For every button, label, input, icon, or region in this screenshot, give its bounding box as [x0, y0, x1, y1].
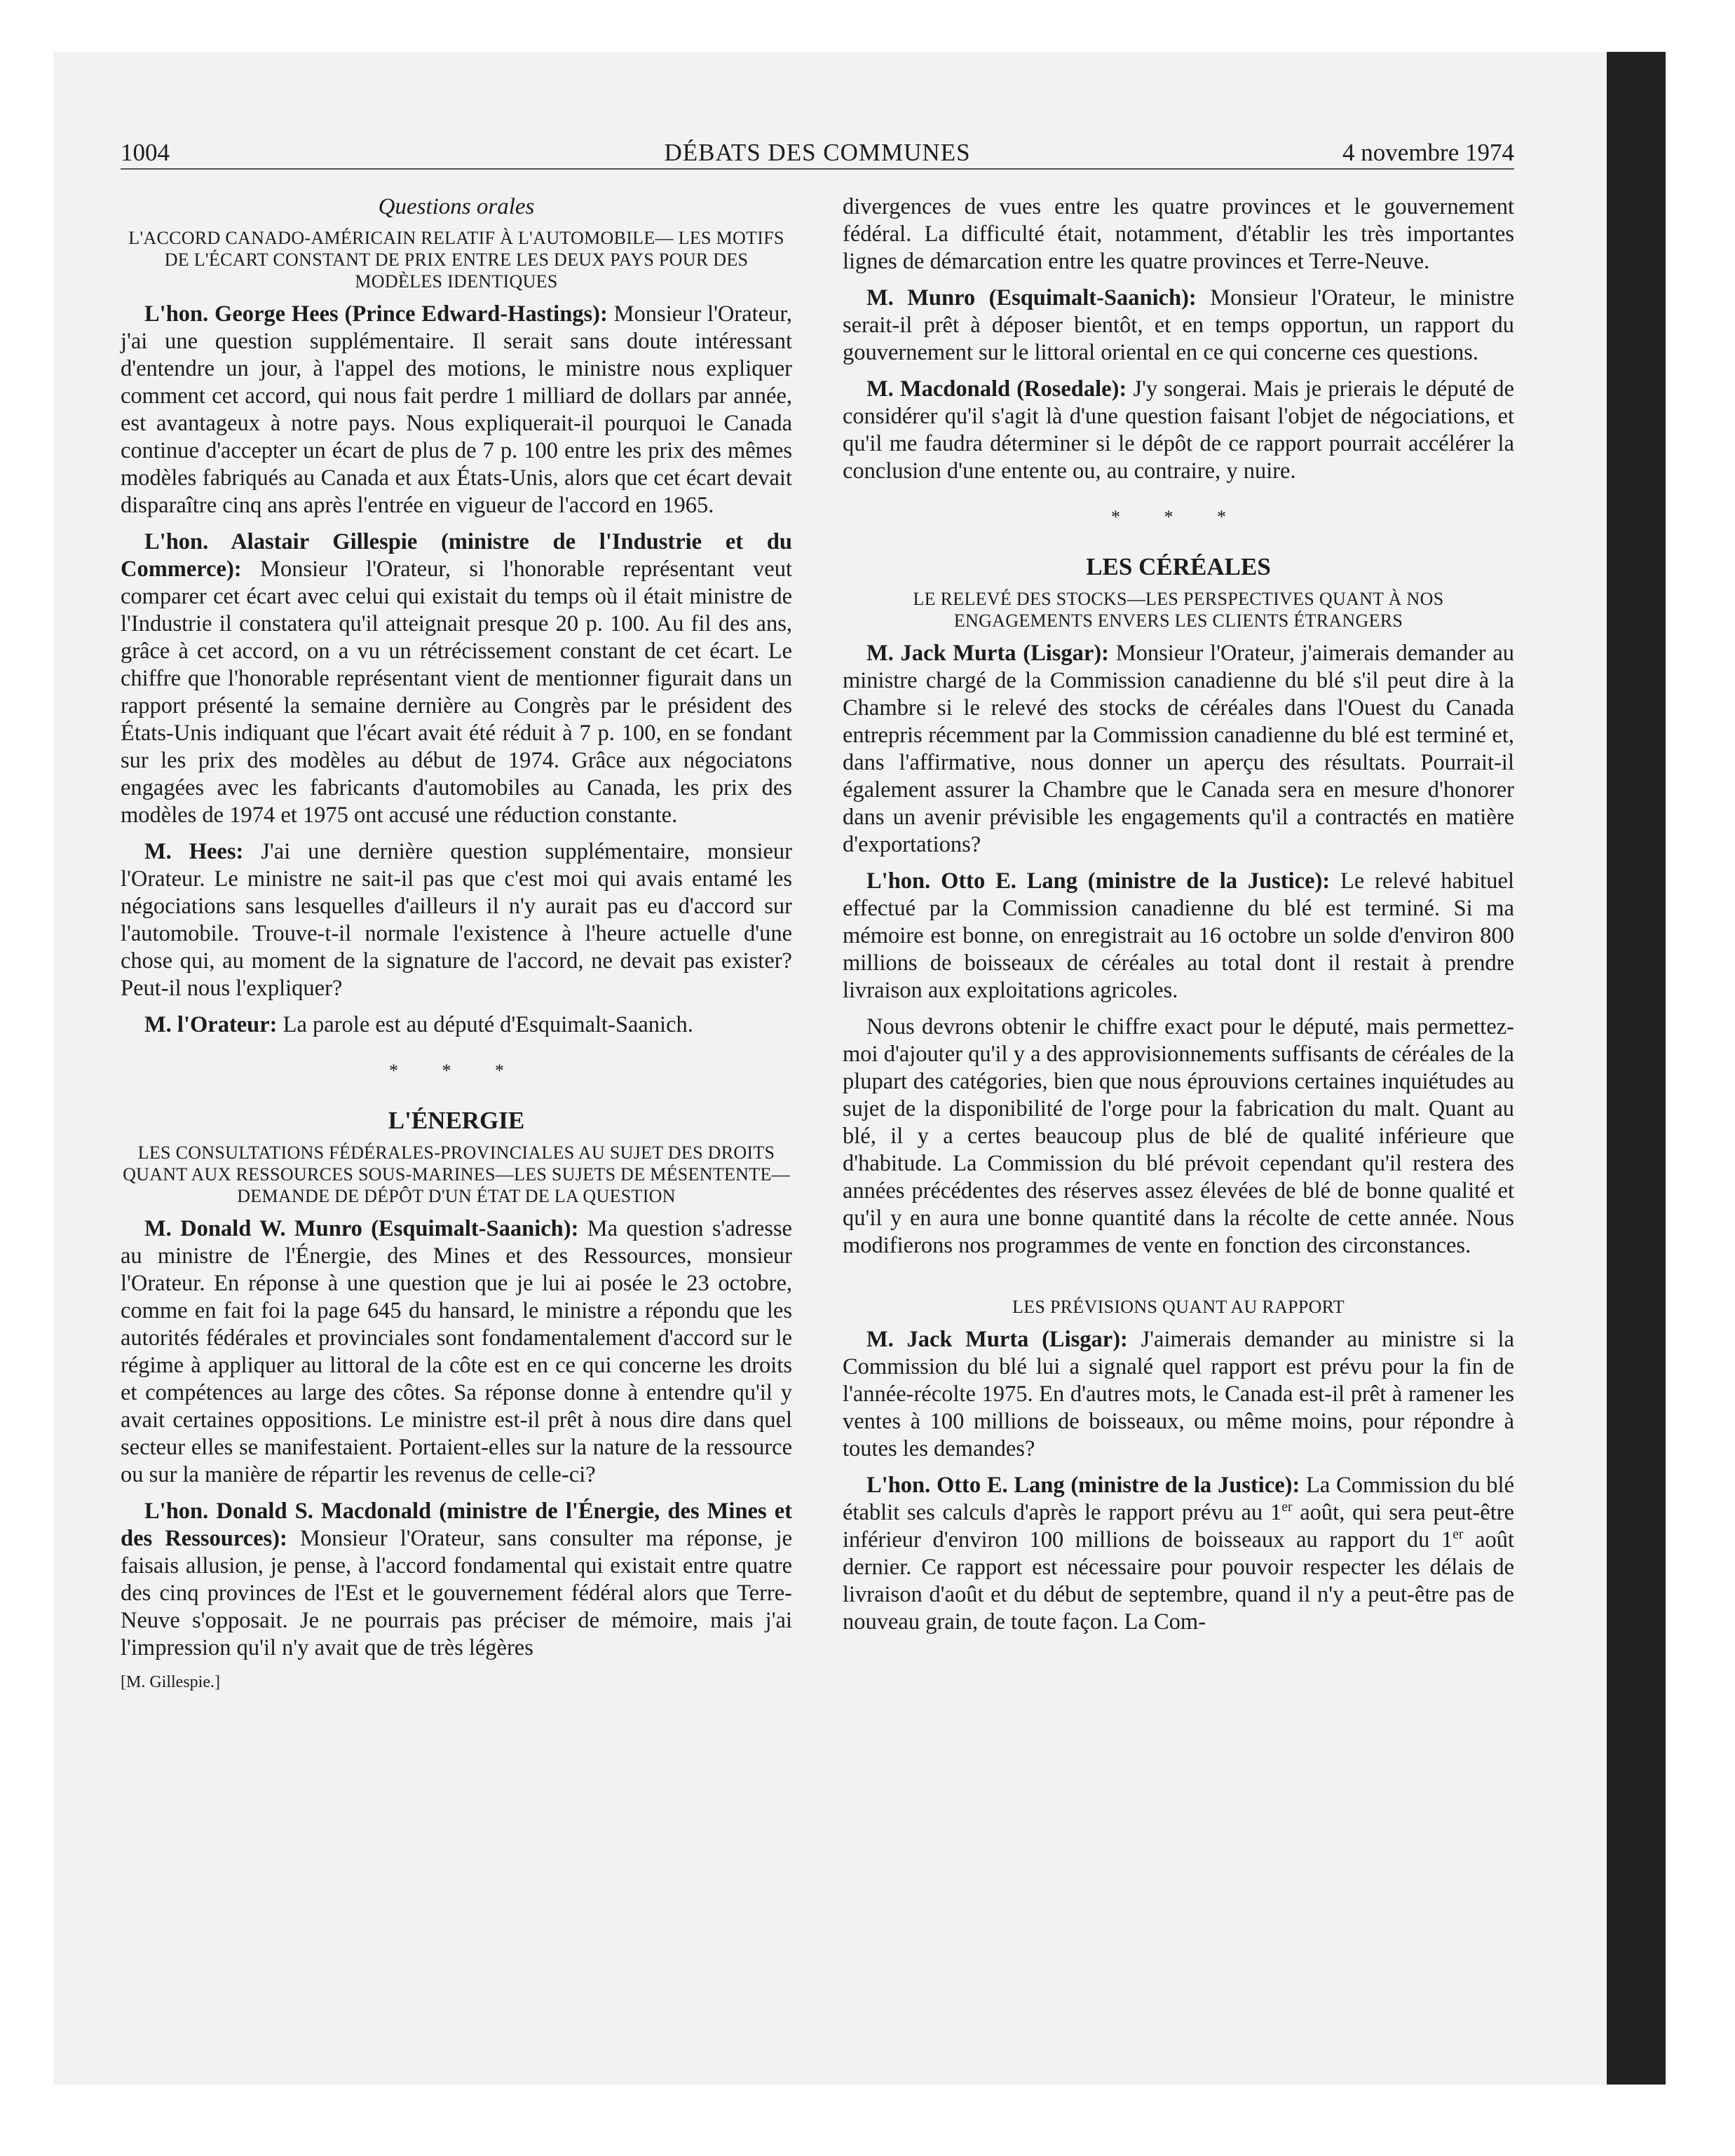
paragraph: [121, 838, 792, 1002]
section-title: LES CÉRÉALES: [1086, 553, 1271, 580]
speech-text: divergences de vues entre les quatre provinces et le gouvernement fédéral. La difficulté était, notamment, d'établir les très importantes lignes de démarcation entre les quatre provinces et Terre-Neuve.: [843, 194, 1514, 274]
page-header: [121, 137, 1514, 170]
speech-text: août, qui sera peut-être inférieur d'environ 100 millions de boisseaux au rapport du 1: [843, 1500, 1514, 1553]
paragraph: [843, 376, 1514, 485]
speaker: M. Macdonald (Rosedale):: [866, 376, 1127, 402]
section-title: L'ÉNERGIE: [388, 1107, 525, 1134]
paragraph: [121, 301, 792, 519]
speech-text: Monsieur l'Orateur, sans consulter ma réponse, je faisais allusion, je pense, à l'accord fondamental qui existait entre quatre des cinq provinces de l'Est et le gouvernement fédéral alors que Terre-Neuve s'opposait. Je ne pourrais pas préciser de mémoire, mais j'ai l'impression qu'il n'y avait que de très légères: [121, 1526, 792, 1660]
right-column: [843, 193, 1514, 1645]
left-column: [121, 193, 792, 1693]
speech-text: J'aimerais demander au ministre si la Commission du blé lui a signalé quel rapport est prévu pour la fin de l'année-récolte 1975. En d'autres mots, le Canada est-il prêt à ramener les ventes à 100 millions de boisseaux, ou même moins, pour répondre à toutes les demandes?: [843, 1327, 1514, 1461]
page-date: 4 novembre 1974: [1342, 139, 1514, 166]
speech-text: J'y songerai. Mais je prierais le député de considérer qu'il s'agit là d'une question faisant l'objet de négociations, et qu'il me faudra déterminer si le dépôt de ce rapport pourrait accélérer la conclusion d'une entente ou, au contraire, y nuire.: [843, 376, 1514, 484]
paragraph: [843, 1014, 1514, 1260]
speech-text: Monsieur l'Orateur, j'aimerais demander au ministre chargé de la Commission canadienne du blé s'il peut dire à la Chambre si le relevé des stocks de céréales dans l'Ouest du Canada entrepris récemment par la Commission canadienne du blé est terminé et, dans l'affirmative, nous donner un aperçu des résultats. Pourrait-il également assurer la Chambre que le Canada sera en mesure d'honorer dans un avenir prévisible les engagements qu'il a contractés en matière d'exportations?: [843, 641, 1514, 857]
section-separator: * * *: [389, 1060, 524, 1081]
page-number: 1004: [121, 139, 170, 166]
speech-text: Monsieur l'Orateur, le ministre serait-il prêt à déposer bientôt, et en temps opportun, un rapport du gouvernement sur le littoral oriental en ce qui concerne ces questions.: [843, 285, 1514, 365]
paragraph: [843, 640, 1514, 859]
paragraph: [843, 285, 1514, 367]
speech-text: août dernier. Ce rapport est nécessaire pour pouvoir respecter les délais de livraison d'août et du début de septembre, quand il n'y a peut-être pas de nouveau grain, de toute façon. La Com-: [843, 1527, 1514, 1635]
page-title: DÉBATS DES COMMUNES: [664, 139, 971, 166]
speech-text: La Commission du blé établit ses calculs d'après le rapport prévu au 1: [843, 1473, 1515, 1525]
speaker: L'hon. Donald S. Macdonald (ministre de l'Énergie, des Mines et des Ressources):: [121, 1499, 792, 1551]
speaker: M. Donald W. Munro (Esquimalt-Saanich):: [144, 1216, 579, 1241]
subheading: LE RELEVÉ DES STOCKS—LES PERSPECTIVES QUANT À NOS ENGAGEMENTS ENVERS LES CLIENTS ÉTRANGERS: [913, 589, 1444, 631]
section-separator: * * *: [1111, 507, 1246, 527]
speaker: M. Jack Murta (Lisgar):: [866, 641, 1110, 666]
subheading: L'ACCORD CANADO-AMÉRICAIN RELATIF À L'AUTOMOBILE— LES MOTIFS DE L'ÉCART CONSTANT DE PRIX ENTRE LES DEUX PAYS POUR DES MODÈLES IDENTIQUES: [128, 228, 784, 292]
speech-text: Monsieur l'Orateur, si l'honorable représentant veut comparer cet écart avec celui qui existait du temps où il était ministre de l'Industrie il constatera qu'il atteignait presque 20 p. 100. Au fil des ans, grâce à cet accord, on a vu un rétrécissement constant de cet écart. Le chiffre que l'honorable représentant vient de mentionner figurait dans un rapport présenté la semaine dernière au Congrès par le président des États-Unis indiquant que l'écart avait été réduit à 7 p. 100, en se fondant sur les prix des modèles au début de 1974. Grâce aux négociatons engagées avec les fabricants d'automobiles au Canada, les prix des modèles de 1974 et 1975 ont accusé une réduction constante.: [121, 557, 792, 828]
paragraph: [843, 1472, 1514, 1636]
speaker: M. Munro (Esquimalt-Saanich):: [866, 285, 1197, 311]
speech-text: La parole est au député d'Esquimalt-Saanich.: [277, 1012, 693, 1037]
paragraph: [121, 1011, 792, 1039]
speaker: L'hon. Alastair Gillespie (ministre de l'Industrie et du Commerce):: [121, 529, 792, 582]
paragraph: [121, 1498, 792, 1662]
paragraph: [843, 868, 1514, 1004]
speaker: M. Hees:: [144, 839, 244, 864]
ordinal-suffix: er: [1281, 1500, 1293, 1515]
paragraph: [843, 193, 1514, 275]
speech-text: J'ai une dernière question supplémentaire, monsieur l'Orateur. Le ministre ne sait-il pas que c'est moi qui avais entamé les négociations sans lesquelles d'ailleurs il n'y aurait pas eu d'accord sur l'automobile. Trouve-t-il normale l'existence à l'heure actuelle d'une chose qui, au moment de la signature de l'accord, ne devait pas exister? Peut-il nous l'expliquer?: [121, 839, 792, 1001]
section-label: Questions orales: [378, 194, 535, 219]
speech-text: Monsieur l'Orateur, j'ai une question supplémentaire. Il serait sans doute intéressant d'entendre un jour, à l'appel des motions, le ministre nous expliquer comment cet accord, qui nous fait perdre 1 milliard de dollars par année, est avantageux à notre pays. Nous expliquerait-il pourquoi le Canada continue d'accepter un écart de plus de 7 p. 100 entre les prix des mêmes modèles fabriqués au Canada et aux États-Unis, alors que cet écart devait disparaître cinq ans après l'entrée en vigueur de l'accord en 1965.: [121, 301, 793, 518]
paragraph: [843, 1326, 1514, 1463]
scan-edge: [1607, 52, 1666, 2085]
speech-text: Nous devrons obtenir le chiffre exact pour le député, mais permettez-moi d'ajouter qu'il y a des approvisionnements suffisants de céréales de la plupart des catégories, bien que nous éprouvions certaines inquiétudes au sujet de la disponibilité de l'orge pour la fabrication du malt. Quant au blé, il y a certes beaucoup plus de blé de qualité inférieure que d'habitude. La Commission du blé prévoit cependant qu'il restera des années précédentes des réserves assez élevées de blé de bonne qualité et qu'il y en aura une bonne quantité dans la récolte de cette année. Nous modifierons nos programmes de vente en fonction des circonstances.: [843, 1014, 1514, 1258]
speaker: L'hon. Otto E. Lang (ministre de la Justice):: [866, 868, 1331, 894]
speaker: L'hon. George Hees (Prince Edward-Hastings):: [144, 301, 608, 327]
paragraph: [121, 528, 792, 829]
subheading: LES CONSULTATIONS FÉDÉRALES-PROVINCIALES AU SUJET DES DROITS QUANT AUX RESSOURCES SOUS-MARINES—LES SUJETS DE MÉSENTENTE—DEMANDE DE DÉPÔT D'UN ÉTAT DE LA QUESTION: [123, 1142, 790, 1206]
speaker: M. Jack Murta (Lisgar):: [866, 1327, 1128, 1352]
speech-text: Le relevé habituel effectué par la Commission canadienne du blé est terminé. Si ma mémoire est bonne, on enregistrait au 16 octobre un solde d'environ 800 millions de boisseaux de céréales au total dont il restait à prendre livraison aux exploitations agricoles.: [843, 868, 1514, 1003]
subheading: LES PRÉVISIONS QUANT AU RAPPORT: [1012, 1297, 1345, 1317]
speaker: M. l'Orateur:: [144, 1012, 278, 1037]
paragraph: [121, 1215, 792, 1489]
ordinal-suffix: er: [1452, 1527, 1464, 1543]
speaker: L'hon. Otto E. Lang (ministre de la Justice):: [866, 1473, 1300, 1498]
footnote: [M. Gillespie.]: [121, 1673, 220, 1691]
speech-text: Ma question s'adresse au ministre de l'Énergie, des Mines et des Ressources, monsieur l'Orateur. En réponse à une question que je lui ai posée le 23 octobre, comme en fait foi la page 645 du hansard, le ministre a répondu que les autorités fédérales et provinciales sont fondamentalement d'accord sur le régime à appliquer au littoral de la côte est en ce qui concerne les droits et compétences au large des côtes. Sa réponse donne à entendre qu'il y avait certaines oppositions. Le ministre est-il prêt à nous dire dans quel secteur elles se manifestaient. Portaient-elles sur la nature de la ressource ou sur la manière de répartir les revenus de celle-ci?: [121, 1216, 792, 1487]
